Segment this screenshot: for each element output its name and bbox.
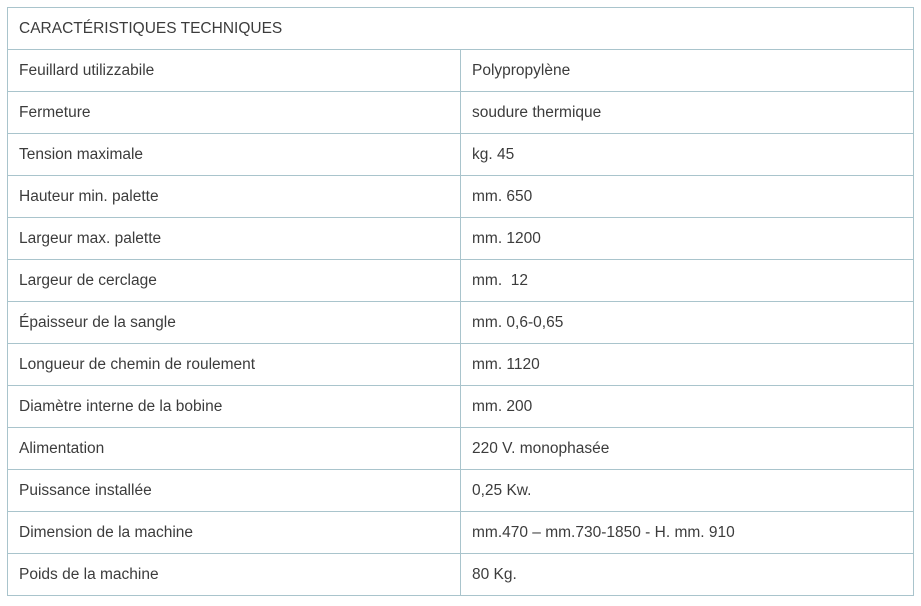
table-header-row xyxy=(8,8,914,50)
spec-value: 220 V. monophasée xyxy=(461,428,914,470)
spec-value: mm. 1120 xyxy=(461,344,914,386)
spec-label: Largeur max. palette xyxy=(8,218,461,260)
spec-label: Puissance installée xyxy=(8,470,461,512)
spec-value: mm. 1200 xyxy=(461,218,914,260)
spec-value: soudure thermique xyxy=(461,92,914,134)
table-row xyxy=(8,176,914,218)
spec-label: Diamètre interne de la bobine xyxy=(8,386,461,428)
table-row xyxy=(8,428,914,470)
spec-value: mm. 650 xyxy=(461,176,914,218)
table-row xyxy=(8,218,914,260)
table-row xyxy=(8,50,914,92)
spec-label: Longueur de chemin de roulement xyxy=(8,344,461,386)
table-row xyxy=(8,260,914,302)
spec-label: Fermeture xyxy=(8,92,461,134)
spec-label: Dimension de la machine xyxy=(8,512,461,554)
table-title: CARACTÉRISTIQUES TECHNIQUES xyxy=(8,8,914,50)
table-row xyxy=(8,344,914,386)
table-row xyxy=(8,554,914,596)
spec-value: 0,25 Kw. xyxy=(461,470,914,512)
spec-label: Largeur de cerclage xyxy=(8,260,461,302)
table-row xyxy=(8,470,914,512)
spec-label: Épaisseur de la sangle xyxy=(8,302,461,344)
spec-value: mm.470 – mm.730-1850 - H. mm. 910 xyxy=(461,512,914,554)
spec-label: Tension maximale xyxy=(8,134,461,176)
spec-value: Polypropylène xyxy=(461,50,914,92)
table-row xyxy=(8,386,914,428)
spec-value: kg. 45 xyxy=(461,134,914,176)
spec-label: Hauteur min. palette xyxy=(8,176,461,218)
spec-label: Poids de la machine xyxy=(8,554,461,596)
specs-table-container xyxy=(7,7,914,596)
spec-value: 80 Kg. xyxy=(461,554,914,596)
spec-value: mm. 0,6-0,65 xyxy=(461,302,914,344)
spec-label: Alimentation xyxy=(8,428,461,470)
table-row xyxy=(8,302,914,344)
table-row xyxy=(8,134,914,176)
table-row xyxy=(8,512,914,554)
table-row xyxy=(8,92,914,134)
spec-value: mm. 200 xyxy=(461,386,914,428)
spec-label: Feuillard utilizzabile xyxy=(8,50,461,92)
technical-specs-table xyxy=(7,7,914,596)
spec-value: mm. 12 xyxy=(461,260,914,302)
